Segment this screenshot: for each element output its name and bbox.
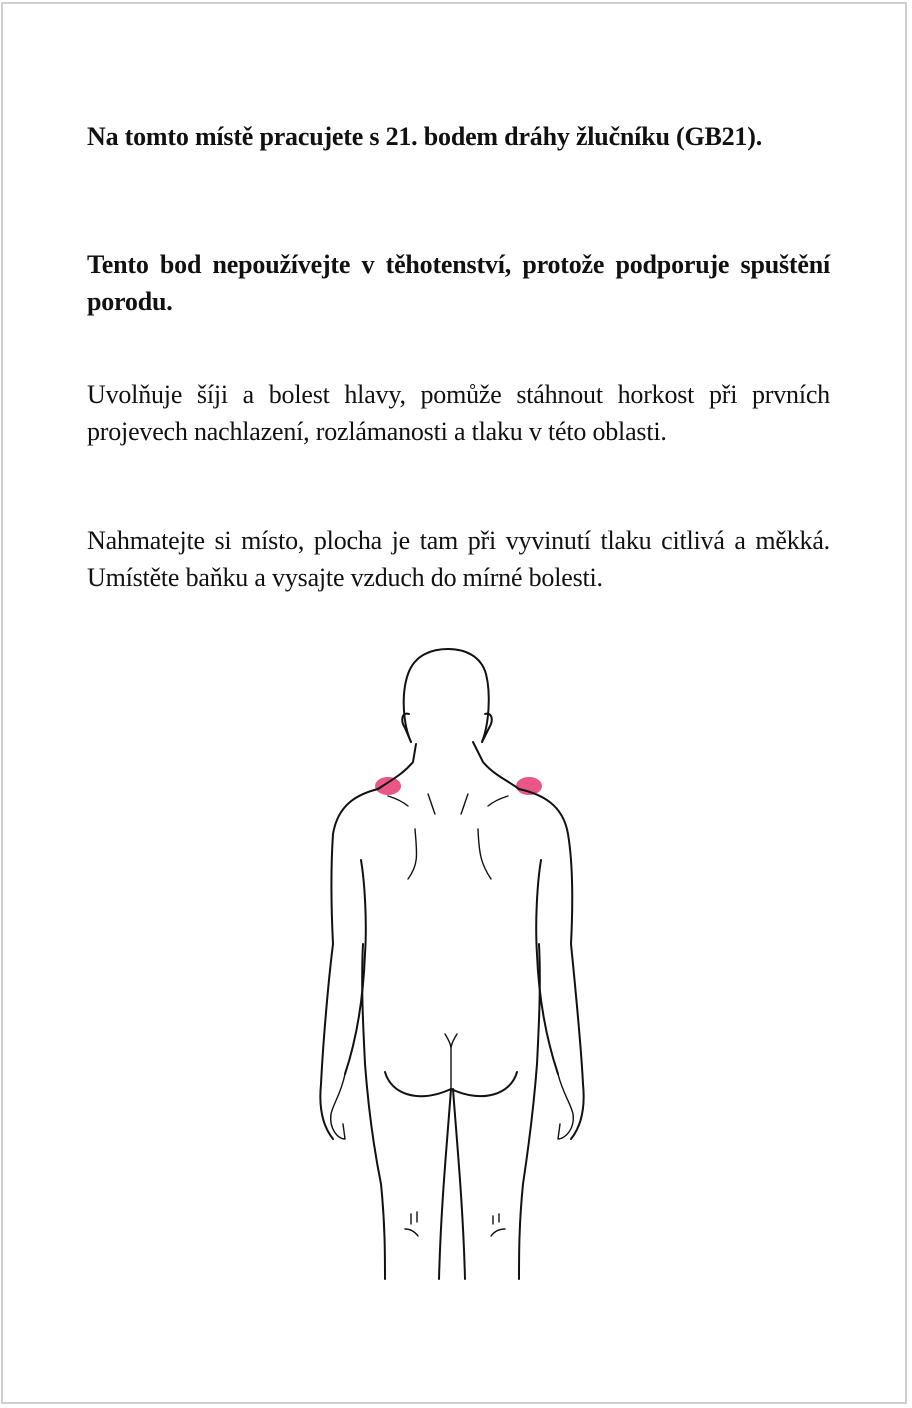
buttocks-left [385,1072,451,1096]
inner-leg-right [453,1089,465,1279]
left-scapula [388,796,408,806]
benefits-paragraph: Uvolňuje šíji a bolest hlavy, pomůže stáhnout horkost při prvních projevech nachlazení, rozlámanosti a tlaku v této oblasti. [87,380,830,446]
inner-leg-left [439,1089,451,1279]
instructions-paragraph: Nahmatejte si místo, plocha je tam při vyvinutí tlaku citlivá a měkká. Umístěte baňku a vysajte vzduch do mírné bolesti. [87,526,830,592]
torso-left [362,944,385,1279]
point-heading: Na tomto místě pracujete s 21. bodem dráhy žlučníku (GB21). [87,122,762,151]
left-arm-outer [320,944,333,1139]
torso-right [519,944,540,1279]
gluteal-cleft [445,1034,457,1089]
right-arm-outer [571,944,584,1139]
left-back-line [408,829,417,879]
document-page [1,2,907,1404]
pregnancy-warning: Tento bod nepoužívejte v těhotenství, protože podporuje spuštění porodu. [87,250,830,316]
right-knee [491,1214,505,1236]
spine-right [461,794,468,814]
left-neck-shoulder [332,744,417,944]
left-knee [405,1212,418,1236]
left-hand [331,1074,345,1139]
spine-left [428,794,435,814]
head-outline [404,649,489,742]
right-hand [558,1074,573,1139]
right-neck-shoulder [473,742,572,944]
left-shoulder-marker [375,777,401,795]
right-scapula [488,796,508,806]
right-back-line [478,829,491,879]
body-back-illustration [293,624,623,1284]
buttocks-right [451,1072,517,1096]
